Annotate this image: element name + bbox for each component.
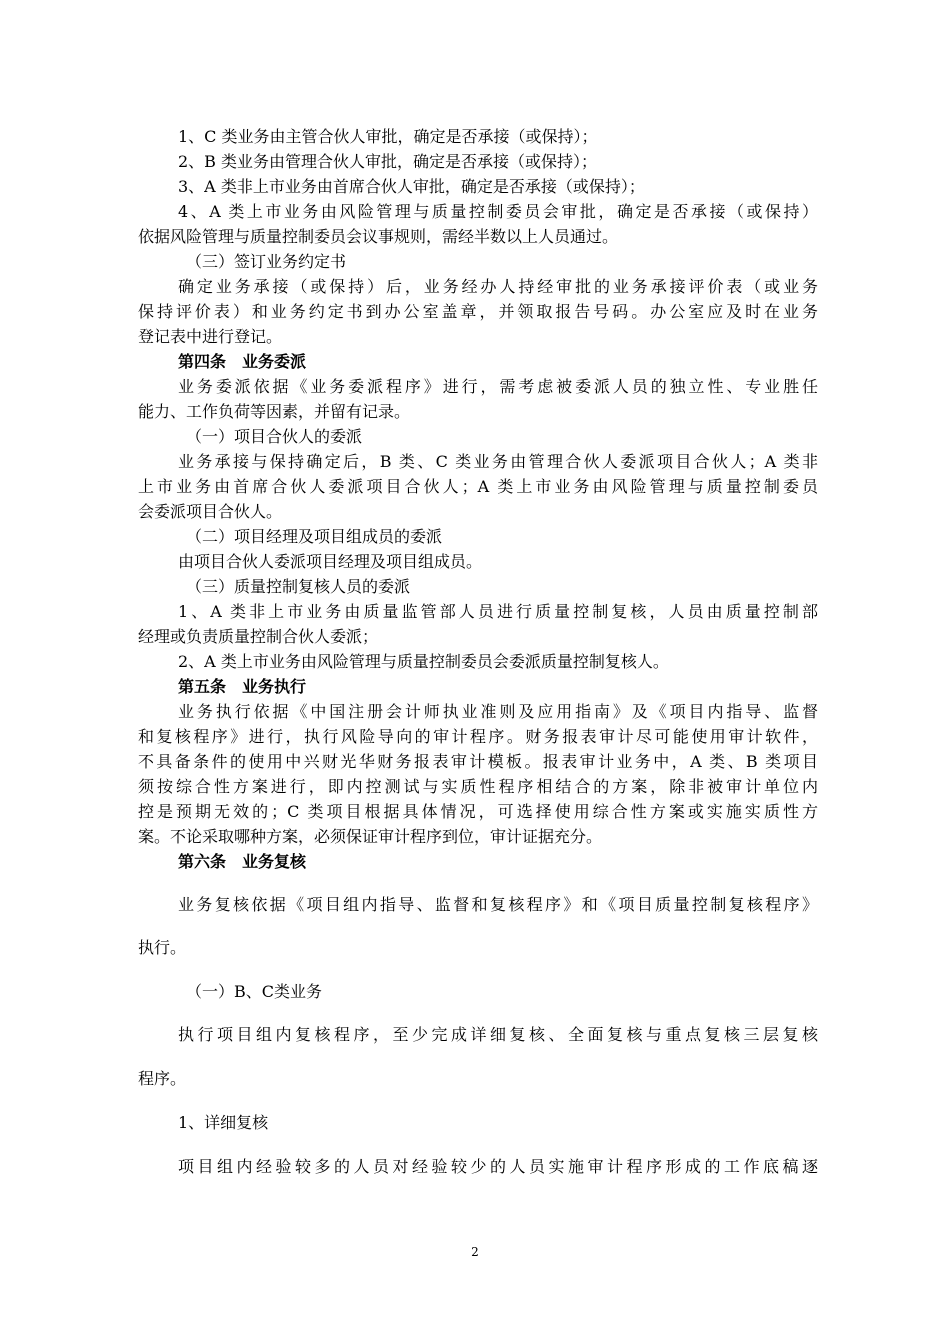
text-line: 经理或负责质量控制合伙人委派； [138,627,379,646]
text-line: 执行项目组内复核程序，至少完成详细复核、全面复核与重点复核三层复核 [178,1025,818,1044]
subheading-bc-business: （一）B、C类业务 [186,982,323,1001]
text-line: 和复核程序》进行，执行风险导向的审计程序。财务报表审计尽可能使用审计软件， [138,727,818,746]
text-line: 确定业务承接（或保持）后，业务经办人持经审批的业务承接评价表（或业务 [178,277,818,296]
text-line: 业务执行依据《中国注册会计师执业准则及应用指南》及《项目内指导、监督 [178,702,818,721]
text-line: 保持评价表）和业务约定书到办公室盖章，并领取报告号码。办公室应及时在业务 [138,302,818,321]
text-line: 业务复核依据《项目组内指导、监督和复核程序》和《项目质量控制复核程序》 [178,895,818,914]
text-line: 不具备条件的使用中兴财光华财务报表审计模板。报表审计业务中，A 类、B 类项目 [138,752,818,771]
text-line-c-approval: 1、C 类业务由主管合伙人审批，确定是否承接（或保持）； [178,127,598,146]
subheading-manager-assignment: （二）项目经理及项目组成员的委派 [186,527,443,546]
text-line-rules: 依据风险管理与质量控制委员会议事规则，需经半数以上人员通过。 [138,227,619,246]
article-six-heading: 第六条 业务复核 [178,852,307,871]
text-line: 1、A 类非上市业务由质量监管部人员进行质量控制复核，人员由质量控制部 [178,602,818,621]
text-line: 会委派项目合伙人。 [138,502,283,521]
text-line-a-nonlisted-approval: 3、A 类非上市业务由首席合伙人审批，确定是否承接（或保持）； [178,177,645,196]
text-line: 2、A 类上市业务由风险管理与质量控制委员会委派质量控制复核人。 [178,652,669,671]
text-line: 程序。 [138,1069,187,1088]
subheading-reviewer-assignment: （三）质量控制复核人员的委派 [186,577,411,596]
subheading-partner-assignment: （一）项目合伙人的委派 [186,427,363,446]
text-line: 上市业务由首席合伙人委派项目合伙人；A 类上市业务由风险管理与质量控制委员 [138,477,818,496]
text-line: 登记表中进行登记。 [138,327,283,346]
text-line: 业务委派依据《业务委派程序》进行，需考虑被委派人员的独立性、专业胜任 [178,377,818,396]
text-line: 由项目合伙人委派项目经理及项目组成员。 [178,552,483,571]
text-line: 案。不论采取哪种方案，必须保证审计程序到位，审计证据充分。 [138,827,603,846]
text-line: 业务承接与保持确定后，B 类、C 类业务由管理合伙人委派项目合伙人；A 类非 [178,452,818,471]
page-number: 2 [471,1245,479,1259]
article-five-heading: 第五条 业务执行 [178,677,307,696]
text-line-a-listed-approval: 4、A 类上市业务由风险管理与质量控制委员会审批，确定是否承接（或保持） [178,202,818,221]
subheading-detailed-review: 1、详细复核 [178,1113,269,1132]
text-line: 项目组内经验较多的人员对经验较少的人员实施审计程序形成的工作底稿逐 [178,1157,818,1176]
text-line: 执行。 [138,938,187,957]
article-four-heading: 第四条 业务委派 [178,352,307,371]
text-line: 能力、工作负荷等因素，并留有记录。 [138,402,411,421]
subheading-engagement-letter: （三）签订业务约定书 [186,252,347,271]
text-line-b-approval: 2、B 类业务由管理合伙人审批，确定是否承接（或保持）； [178,152,598,171]
text-line: 控是预期无效的；C 类项目根据具体情况，可选择使用综合性方案或实施实质性方 [138,802,818,821]
text-line: 须按综合性方案进行，即内控测试与实质性程序相结合的方案，除非被审计单位内 [138,777,818,796]
